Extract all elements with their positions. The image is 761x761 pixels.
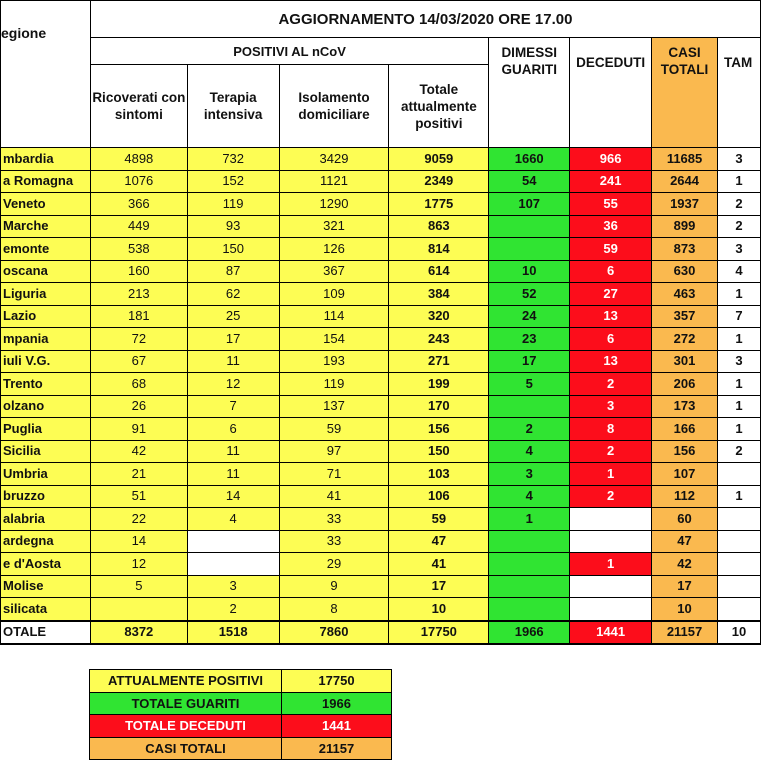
table-row [1,553,761,576]
ter-cell: 150 [187,238,279,261]
ter-cell: 11 [187,350,279,373]
dec-cell: 1 [570,463,652,486]
region-cell: OTALE [1,621,91,645]
summary-row [90,692,392,715]
table-row [1,305,761,328]
tot-cell: 10 [389,598,489,621]
ric-cell: 26 [90,395,187,418]
dim-cell: 54 [489,170,570,193]
ter-cell: 25 [187,305,279,328]
ter-cell [187,553,279,576]
dec-cell: 241 [570,170,652,193]
tam-cell: 1 [717,373,760,396]
tot-cell: 106 [389,485,489,508]
tot-cell: 271 [389,350,489,373]
iso-cell: 1290 [279,193,389,216]
dim-cell [489,598,570,621]
isolamento-header: Isolamento domiciliare [279,65,389,148]
iso-cell: 1121 [279,170,389,193]
ric-cell: 181 [90,305,187,328]
casi-cell: 2644 [652,170,718,193]
ter-cell: 6 [187,418,279,441]
region-cell: mpania [1,328,91,351]
ric-cell: 42 [90,440,187,463]
ric-cell: 14 [90,530,187,553]
dim-cell [489,395,570,418]
ter-cell: 7 [187,395,279,418]
dec-cell: 6 [570,260,652,283]
dec-cell: 6 [570,328,652,351]
dim-cell: 5 [489,373,570,396]
ric-cell: 8372 [90,621,187,645]
ter-cell: 119 [187,193,279,216]
iso-cell: 9 [279,575,389,598]
tot-cell: 41 [389,553,489,576]
iso-cell: 137 [279,395,389,418]
dim-cell: 4 [489,485,570,508]
dec-cell [570,508,652,531]
tamponi-header: TAM [717,38,760,148]
positivi-group-header: POSITIVI AL nCoV [90,38,488,65]
summary-row [90,670,392,693]
tot-cell: 156 [389,418,489,441]
iso-cell: 41 [279,485,389,508]
region-cell: a Romagna [1,170,91,193]
ric-cell: 213 [90,283,187,306]
table-row [1,350,761,373]
dec-cell: 13 [570,350,652,373]
tot-cell: 2349 [389,170,489,193]
summary-label: ATTUALMENTE POSITIVI [90,670,282,693]
table-row [1,418,761,441]
region-cell: emonte [1,238,91,261]
tam-cell: 2 [717,215,760,238]
summary-value: 1441 [282,715,392,738]
region-cell: Trento [1,373,91,396]
region-cell: Liguria [1,283,91,306]
casi-cell: 899 [652,215,718,238]
dec-cell: 55 [570,193,652,216]
deceduti-header: DECEDUTI [570,38,652,148]
tam-cell [717,530,760,553]
dim-cell [489,553,570,576]
dec-cell [570,598,652,621]
ter-cell [187,530,279,553]
tot-cell: 1775 [389,193,489,216]
dec-cell [570,530,652,553]
table-row [1,463,761,486]
tot-cell: 17 [389,575,489,598]
summary-value: 17750 [282,670,392,693]
ter-cell: 12 [187,373,279,396]
table-row [1,328,761,351]
tot-cell: 17750 [389,621,489,645]
table-row [1,508,761,531]
ter-cell: 14 [187,485,279,508]
ric-cell: 22 [90,508,187,531]
dec-cell: 59 [570,238,652,261]
tam-cell: 1 [717,485,760,508]
dec-cell: 8 [570,418,652,441]
table-row [1,530,761,553]
tot-cell: 170 [389,395,489,418]
casi-cell: 11685 [652,148,718,171]
dim-cell [489,530,570,553]
table-row [1,485,761,508]
casi-cell: 10 [652,598,718,621]
casi-cell: 272 [652,328,718,351]
dim-cell [489,215,570,238]
dim-cell [489,238,570,261]
dim-cell: 1966 [489,621,570,645]
dim-cell: 10 [489,260,570,283]
ric-cell: 5 [90,575,187,598]
table-row [1,215,761,238]
region-cell: Marche [1,215,91,238]
dec-cell [570,575,652,598]
tam-cell: 2 [717,193,760,216]
table-row [1,193,761,216]
ter-cell: 1518 [187,621,279,645]
tam-cell: 3 [717,238,760,261]
tot-cell: 863 [389,215,489,238]
casi-cell: 112 [652,485,718,508]
casi-cell: 17 [652,575,718,598]
casi-cell: 156 [652,440,718,463]
iso-cell: 154 [279,328,389,351]
dec-cell: 36 [570,215,652,238]
tam-cell [717,508,760,531]
iso-cell: 3429 [279,148,389,171]
region-cell: oscana [1,260,91,283]
iso-cell: 59 [279,418,389,441]
region-cell: e d'Aosta [1,553,91,576]
tam-cell [717,463,760,486]
casi-cell: 42 [652,553,718,576]
tam-cell: 7 [717,305,760,328]
region-header [1,1,91,148]
summary-label: TOTALE DECEDUTI [90,715,282,738]
tam-cell [717,575,760,598]
ter-cell: 93 [187,215,279,238]
tot-cell: 614 [389,260,489,283]
iso-cell: 126 [279,238,389,261]
summary-label: CASI TOTALI [90,737,282,760]
table-row [1,440,761,463]
table-row [1,395,761,418]
region-cell: bruzzo [1,485,91,508]
iso-cell: 321 [279,215,389,238]
ter-cell: 3 [187,575,279,598]
dim-cell: 1660 [489,148,570,171]
totale-positivi-header: Totale attualmente positivi [389,65,489,148]
iso-cell: 29 [279,553,389,576]
casi-cell: 60 [652,508,718,531]
terapia-header: Terapia intensiva [187,65,279,148]
ter-cell: 62 [187,283,279,306]
report-title: AGGIORNAMENTO 14/03/2020 ORE 17.00 [90,1,760,38]
summary-value: 1966 [282,692,392,715]
summary-row [90,737,392,760]
dim-cell: 52 [489,283,570,306]
tam-cell: 3 [717,350,760,373]
ric-cell: 1076 [90,170,187,193]
dec-cell: 13 [570,305,652,328]
tot-cell: 9059 [389,148,489,171]
tot-cell: 47 [389,530,489,553]
iso-cell: 8 [279,598,389,621]
region-header-label: egione [1,25,47,41]
dec-cell: 2 [570,485,652,508]
dec-cell: 1 [570,553,652,576]
casi-cell: 630 [652,260,718,283]
dec-cell: 966 [570,148,652,171]
casi-cell: 1937 [652,193,718,216]
iso-cell: 7860 [279,621,389,645]
summary-row [90,715,392,738]
region-cell: Veneto [1,193,91,216]
region-cell: Lazio [1,305,91,328]
tot-cell: 384 [389,283,489,306]
ric-cell: 51 [90,485,187,508]
tot-cell: 814 [389,238,489,261]
summary-value: 21157 [282,737,392,760]
ter-cell: 87 [187,260,279,283]
dim-cell: 3 [489,463,570,486]
tam-cell: 1 [717,395,760,418]
iso-cell: 33 [279,508,389,531]
tam-cell [717,598,760,621]
casi-cell: 301 [652,350,718,373]
iso-cell: 114 [279,305,389,328]
table-row [1,598,761,621]
ric-cell: 12 [90,553,187,576]
region-cell: ardegna [1,530,91,553]
totals-row [1,621,761,645]
tot-cell: 320 [389,305,489,328]
tam-cell: 1 [717,328,760,351]
ter-cell: 17 [187,328,279,351]
ric-cell: 21 [90,463,187,486]
ter-cell: 152 [187,170,279,193]
casi-cell: 206 [652,373,718,396]
iso-cell: 71 [279,463,389,486]
casi-cell: 47 [652,530,718,553]
dec-cell: 2 [570,373,652,396]
region-cell: Umbria [1,463,91,486]
tot-cell: 199 [389,373,489,396]
casi-cell: 463 [652,283,718,306]
summary-label: TOTALE GUARITI [90,692,282,715]
iso-cell: 119 [279,373,389,396]
tam-cell: 4 [717,260,760,283]
casi-cell: 873 [652,238,718,261]
dim-cell: 23 [489,328,570,351]
tot-cell: 150 [389,440,489,463]
dec-cell: 27 [570,283,652,306]
region-cell: Sicilia [1,440,91,463]
table-row [1,575,761,598]
ter-cell: 732 [187,148,279,171]
region-cell: Puglia [1,418,91,441]
table-row [1,148,761,171]
region-cell: silicata [1,598,91,621]
casi-cell: 357 [652,305,718,328]
dim-cell: 1 [489,508,570,531]
ric-cell: 72 [90,328,187,351]
ter-cell: 11 [187,463,279,486]
tam-cell: 1 [717,418,760,441]
table-row [1,238,761,261]
casi-cell: 107 [652,463,718,486]
ric-cell: 160 [90,260,187,283]
region-cell: Molise [1,575,91,598]
casi-cell: 166 [652,418,718,441]
ric-cell: 4898 [90,148,187,171]
iso-cell: 193 [279,350,389,373]
dim-cell [489,575,570,598]
dim-cell: 4 [489,440,570,463]
iso-cell: 97 [279,440,389,463]
dimessi-header: DIMESSI GUARITI [489,38,570,148]
ric-cell: 538 [90,238,187,261]
table-row [1,260,761,283]
table-row [1,373,761,396]
ric-cell: 449 [90,215,187,238]
table-row [1,170,761,193]
region-cell: mbardia [1,148,91,171]
ter-cell: 2 [187,598,279,621]
ricoverati-header: Ricoverati con sintomi [90,65,187,148]
iso-cell: 109 [279,283,389,306]
iso-cell: 33 [279,530,389,553]
region-cell: olzano [1,395,91,418]
dim-cell: 107 [489,193,570,216]
tot-cell: 103 [389,463,489,486]
tot-cell: 59 [389,508,489,531]
region-cell: iuli V.G. [1,350,91,373]
tam-cell: 1 [717,170,760,193]
dim-cell: 17 [489,350,570,373]
tot-cell: 243 [389,328,489,351]
ric-cell: 67 [90,350,187,373]
dec-cell: 2 [570,440,652,463]
casi-cell: 21157 [652,621,718,645]
region-cell: alabria [1,508,91,531]
ric-cell: 68 [90,373,187,396]
summary-table [89,669,392,760]
dim-cell: 24 [489,305,570,328]
dim-cell: 2 [489,418,570,441]
ric-cell [90,598,187,621]
dec-cell: 3 [570,395,652,418]
tam-cell: 1 [717,283,760,306]
table-row [1,283,761,306]
ter-cell: 11 [187,440,279,463]
tam-cell [717,553,760,576]
ter-cell: 4 [187,508,279,531]
casi-header: CASI TOTALI [652,38,718,148]
tam-cell: 2 [717,440,760,463]
casi-cell: 173 [652,395,718,418]
iso-cell: 367 [279,260,389,283]
tam-cell: 3 [717,148,760,171]
ric-cell: 91 [90,418,187,441]
dec-cell: 1441 [570,621,652,645]
tam-cell: 10 [717,621,760,645]
ric-cell: 366 [90,193,187,216]
